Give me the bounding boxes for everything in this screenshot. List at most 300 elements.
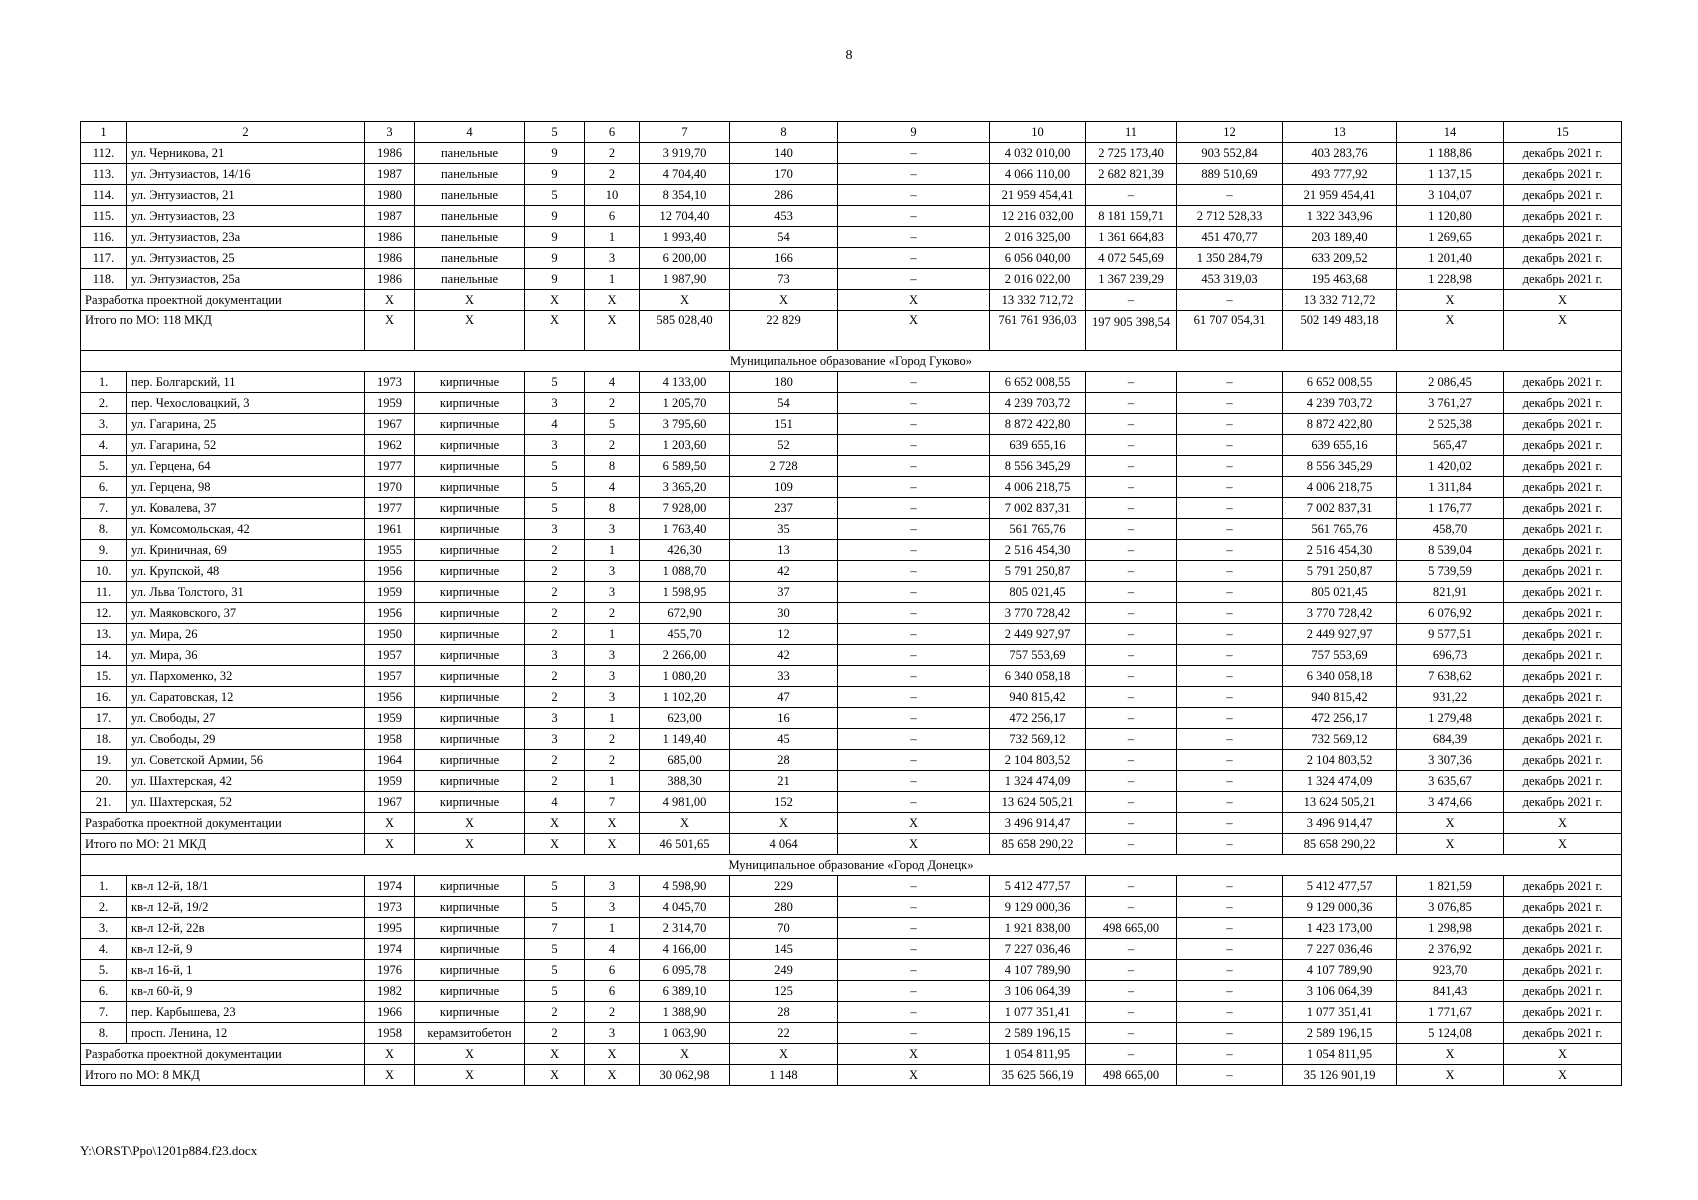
- table-cell: 1982: [365, 981, 415, 1002]
- table-cell: 923,70: [1397, 960, 1504, 981]
- table-cell: декабрь 2021 г.: [1504, 477, 1622, 498]
- table-cell: 17.: [81, 708, 127, 729]
- table-cell: 1967: [365, 414, 415, 435]
- table-cell: X: [1504, 813, 1622, 834]
- table-cell: X: [838, 290, 990, 311]
- table-cell: декабрь 2021 г.: [1504, 729, 1622, 750]
- table-cell: 7 638,62: [1397, 666, 1504, 687]
- table-cell: –: [838, 269, 990, 290]
- table-cell: 1956: [365, 603, 415, 624]
- table-cell: кирпичные: [415, 519, 525, 540]
- table-cell: 5 124,08: [1397, 1023, 1504, 1044]
- table-cell: 7.: [81, 1002, 127, 1023]
- table-cell: 3 496 914,47: [1283, 813, 1397, 834]
- table-cell: 70: [730, 918, 838, 939]
- table-cell: 7 227 036,46: [990, 939, 1086, 960]
- table-cell: 2 589 196,15: [1283, 1023, 1397, 1044]
- table-cell: 2: [585, 143, 640, 164]
- table-cell: –: [1086, 792, 1177, 813]
- table-cell: 403 283,76: [1283, 143, 1397, 164]
- table-cell: панельные: [415, 269, 525, 290]
- table-cell: –: [1177, 939, 1283, 960]
- table-cell: 1964: [365, 750, 415, 771]
- table-cell: 1: [585, 771, 640, 792]
- table-cell: 9: [525, 206, 585, 227]
- table-cell: 2 728: [730, 456, 838, 477]
- table-cell: 498 665,00: [1086, 1065, 1177, 1086]
- table-cell: 453 319,03: [1177, 269, 1283, 290]
- table-cell: 2 516 454,30: [1283, 540, 1397, 561]
- table-cell: 1 188,86: [1397, 143, 1504, 164]
- table-cell: X: [730, 290, 838, 311]
- table-row: [81, 582, 1622, 603]
- column-number-cell: 12: [1177, 122, 1283, 143]
- table-cell: ул. Шахтерская, 42: [127, 771, 365, 792]
- table-row: [81, 519, 1622, 540]
- table-row: [81, 540, 1622, 561]
- table-cell: панельные: [415, 143, 525, 164]
- table-cell: –: [1177, 540, 1283, 561]
- table-cell: 472 256,17: [990, 708, 1086, 729]
- table-cell: 2: [525, 687, 585, 708]
- municipality-section-row: [81, 351, 1622, 372]
- table-cell: 1 771,67: [1397, 1002, 1504, 1023]
- table-cell: 1974: [365, 939, 415, 960]
- table-cell: 2: [525, 750, 585, 771]
- table-cell: 2: [525, 1002, 585, 1023]
- table-cell: 15.: [81, 666, 127, 687]
- repair-program-table: [80, 121, 1622, 1086]
- table-cell: 1 203,60: [640, 435, 730, 456]
- table-cell: 116.: [81, 227, 127, 248]
- table-cell: кирпичные: [415, 456, 525, 477]
- table-cell: 3: [585, 1023, 640, 1044]
- table-cell: 5.: [81, 456, 127, 477]
- table-cell: 2: [525, 771, 585, 792]
- column-number-cell: 10: [990, 122, 1086, 143]
- table-cell: 4.: [81, 939, 127, 960]
- table-cell: –: [838, 750, 990, 771]
- table-cell: 5: [525, 185, 585, 206]
- table-cell: 8 556 345,29: [990, 456, 1086, 477]
- table-cell: X: [365, 290, 415, 311]
- table-cell: 1 322 343,96: [1283, 206, 1397, 227]
- table-cell: –: [1177, 918, 1283, 939]
- table-cell: X: [1397, 813, 1504, 834]
- table-cell: просп. Ленина, 12: [127, 1023, 365, 1044]
- table-cell: 1959: [365, 771, 415, 792]
- table-cell: 9: [525, 227, 585, 248]
- table-cell: –: [1177, 1002, 1283, 1023]
- table-cell: –: [1177, 290, 1283, 311]
- table-cell: –: [838, 414, 990, 435]
- table-cell: 3: [585, 519, 640, 540]
- table-cell: 903 552,84: [1177, 143, 1283, 164]
- municipality-section-row: [81, 855, 1622, 876]
- table-cell: 4 704,40: [640, 164, 730, 185]
- summary-row: [81, 290, 1622, 311]
- table-cell: ул. Криничная, 69: [127, 540, 365, 561]
- table-cell: ул. Энтузиастов, 25: [127, 248, 365, 269]
- table-cell: –: [1086, 981, 1177, 1002]
- table-cell: декабрь 2021 г.: [1504, 645, 1622, 666]
- table-cell: X: [415, 1065, 525, 1086]
- table-cell: –: [1086, 456, 1177, 477]
- table-cell: –: [838, 1023, 990, 1044]
- table-cell: 21 959 454,41: [1283, 185, 1397, 206]
- table-cell: ул. Энтузиастов, 21: [127, 185, 365, 206]
- table-cell: X: [415, 1044, 525, 1065]
- table-cell: 5.: [81, 960, 127, 981]
- table-cell: 6 389,10: [640, 981, 730, 1002]
- table-cell: 1950: [365, 624, 415, 645]
- table-cell: кв-л 12-й, 9: [127, 939, 365, 960]
- table-cell: 3 474,66: [1397, 792, 1504, 813]
- table-cell: 52: [730, 435, 838, 456]
- table-cell: 3 635,67: [1397, 771, 1504, 792]
- table-cell: ул. Свободы, 27: [127, 708, 365, 729]
- table-cell: 1 598,95: [640, 582, 730, 603]
- table-cell: ул. Энтузиастов, 23а: [127, 227, 365, 248]
- table-cell: 9 129 000,36: [990, 897, 1086, 918]
- table-cell: панельные: [415, 248, 525, 269]
- table-cell: кв-л 12-й, 19/2: [127, 897, 365, 918]
- table-cell: кирпичные: [415, 771, 525, 792]
- table-cell: –: [838, 206, 990, 227]
- table-cell: 197 905 398,54: [1086, 311, 1177, 351]
- table-cell: панельные: [415, 227, 525, 248]
- table-cell: декабрь 2021 г.: [1504, 981, 1622, 1002]
- table-cell: ул. Саратовская, 12: [127, 687, 365, 708]
- table-cell: 114.: [81, 185, 127, 206]
- table-cell: декабрь 2021 г.: [1504, 582, 1622, 603]
- table-cell: –: [1177, 1044, 1283, 1065]
- table-cell: 5: [525, 960, 585, 981]
- table-cell: –: [1177, 498, 1283, 519]
- table-cell: ул. Герцена, 98: [127, 477, 365, 498]
- table-cell: –: [838, 456, 990, 477]
- table-cell: 6: [585, 981, 640, 1002]
- table-cell: 140: [730, 143, 838, 164]
- table-cell: 3: [525, 435, 585, 456]
- table-cell: 561 765,76: [990, 519, 1086, 540]
- table-cell: 502 149 483,18: [1283, 311, 1397, 351]
- table-cell: X: [838, 813, 990, 834]
- table-cell: 8: [585, 456, 640, 477]
- table-cell: 1 279,48: [1397, 708, 1504, 729]
- table-cell: X: [1504, 1044, 1622, 1065]
- table-cell: 4 072 545,69: [1086, 248, 1177, 269]
- table-cell: 9 129 000,36: [1283, 897, 1397, 918]
- table-cell: кирпичные: [415, 582, 525, 603]
- table-cell: 12 704,40: [640, 206, 730, 227]
- table-cell: 3 076,85: [1397, 897, 1504, 918]
- table-cell: декабрь 2021 г.: [1504, 939, 1622, 960]
- table-cell: –: [1177, 771, 1283, 792]
- table-cell: керамзитобетон: [415, 1023, 525, 1044]
- table-cell: –: [838, 708, 990, 729]
- table-cell: –: [838, 227, 990, 248]
- table-cell: 4 064: [730, 834, 838, 855]
- table-cell: 2 376,92: [1397, 939, 1504, 960]
- table-cell: 13 332 712,72: [1283, 290, 1397, 311]
- table-cell: 280: [730, 897, 838, 918]
- table-cell: 3.: [81, 414, 127, 435]
- table-cell: 11.: [81, 582, 127, 603]
- table-cell: –: [1177, 582, 1283, 603]
- table-row: [81, 164, 1622, 185]
- table-cell: 1 102,20: [640, 687, 730, 708]
- table-cell: 3: [585, 561, 640, 582]
- table-cell: 1 054 811,95: [990, 1044, 1086, 1065]
- table-cell: 696,73: [1397, 645, 1504, 666]
- table-cell: –: [1177, 1065, 1283, 1086]
- table-cell: 28: [730, 1002, 838, 1023]
- table-cell: 1970: [365, 477, 415, 498]
- table-cell: 8.: [81, 1023, 127, 1044]
- table-cell: X: [525, 834, 585, 855]
- table-cell: кв-л 12-й, 18/1: [127, 876, 365, 897]
- table-cell: 1 821,59: [1397, 876, 1504, 897]
- table-cell: 451 470,77: [1177, 227, 1283, 248]
- table-cell: X: [1397, 1065, 1504, 1086]
- table-cell: 1957: [365, 666, 415, 687]
- table-cell: X: [838, 1044, 990, 1065]
- table-cell: X: [525, 290, 585, 311]
- table-cell: 4 006 218,75: [990, 477, 1086, 498]
- table-cell: ул. Комсомольская, 42: [127, 519, 365, 540]
- table-cell: 1 063,90: [640, 1023, 730, 1044]
- table-cell: –: [838, 248, 990, 269]
- table-cell: 757 553,69: [1283, 645, 1397, 666]
- table-cell: ул. Гагарина, 25: [127, 414, 365, 435]
- table-cell: 7: [585, 792, 640, 813]
- table-cell: 42: [730, 561, 838, 582]
- table-cell: X: [838, 834, 990, 855]
- table-cell: ул. Маяковского, 37: [127, 603, 365, 624]
- table-cell: кирпичные: [415, 624, 525, 645]
- table-cell: 1: [585, 269, 640, 290]
- table-cell: 3 104,07: [1397, 185, 1504, 206]
- column-number-cell: 2: [127, 122, 365, 143]
- column-number-cell: 14: [1397, 122, 1504, 143]
- table-row: [81, 729, 1622, 750]
- table-cell: –: [1177, 981, 1283, 1002]
- table-cell: 1 987,90: [640, 269, 730, 290]
- table-cell: –: [1177, 792, 1283, 813]
- table-cell: 54: [730, 393, 838, 414]
- table-cell: 4: [585, 372, 640, 393]
- table-cell: –: [1177, 603, 1283, 624]
- table-cell: ул. Энтузиастов, 23: [127, 206, 365, 227]
- table-cell: X: [525, 311, 585, 351]
- table-row: [81, 185, 1622, 206]
- table-cell: 1 149,40: [640, 729, 730, 750]
- table-cell: 85 658 290,22: [1283, 834, 1397, 855]
- table-cell: 112.: [81, 143, 127, 164]
- table-cell: 2: [525, 540, 585, 561]
- table-cell: 1 420,02: [1397, 456, 1504, 477]
- table-cell: кирпичные: [415, 372, 525, 393]
- table-cell: 13 624 505,21: [1283, 792, 1397, 813]
- table-cell: X: [1504, 834, 1622, 855]
- table-cell: 684,39: [1397, 729, 1504, 750]
- table-cell: 22: [730, 1023, 838, 1044]
- table-cell: 2 449 927,97: [1283, 624, 1397, 645]
- column-number-cell: 7: [640, 122, 730, 143]
- summary-row: [81, 1065, 1622, 1086]
- table-row: [81, 269, 1622, 290]
- table-cell: 1 350 284,79: [1177, 248, 1283, 269]
- table-cell: –: [1177, 813, 1283, 834]
- table-cell: декабрь 2021 г.: [1504, 519, 1622, 540]
- table-cell: X: [525, 1065, 585, 1086]
- table-cell: декабрь 2021 г.: [1504, 143, 1622, 164]
- table-row: [81, 876, 1622, 897]
- table-cell: 1995: [365, 918, 415, 939]
- table-cell: панельные: [415, 206, 525, 227]
- table-cell: 455,70: [640, 624, 730, 645]
- table-cell: 2 449 927,97: [990, 624, 1086, 645]
- table-cell: –: [838, 960, 990, 981]
- table-cell: 10.: [81, 561, 127, 582]
- table-cell: 2: [585, 729, 640, 750]
- table-cell: 7 002 837,31: [1283, 498, 1397, 519]
- table-cell: кирпичные: [415, 603, 525, 624]
- table-cell: 1986: [365, 227, 415, 248]
- table-cell: 20.: [81, 771, 127, 792]
- table-cell: 1: [585, 227, 640, 248]
- table-cell: 1 388,90: [640, 1002, 730, 1023]
- table-cell: 28: [730, 750, 838, 771]
- table-cell: –: [1086, 729, 1177, 750]
- table-cell: 8 872 422,80: [990, 414, 1086, 435]
- table-cell: 13 624 505,21: [990, 792, 1086, 813]
- table-cell: 2: [585, 393, 640, 414]
- table-cell: 2 525,38: [1397, 414, 1504, 435]
- table-cell: 2 016 022,00: [990, 269, 1086, 290]
- table-row: [81, 414, 1622, 435]
- table-cell: X: [730, 1044, 838, 1065]
- table-row: [81, 645, 1622, 666]
- table-cell: 2.: [81, 897, 127, 918]
- table-cell: 472 256,17: [1283, 708, 1397, 729]
- table-cell: 2 314,70: [640, 918, 730, 939]
- table-cell: –: [1086, 477, 1177, 498]
- table-cell: 3: [525, 729, 585, 750]
- table-cell: –: [1086, 666, 1177, 687]
- table-cell: 4 133,00: [640, 372, 730, 393]
- column-number-cell: 4: [415, 122, 525, 143]
- table-cell: декабрь 2021 г.: [1504, 435, 1622, 456]
- table-cell: 2 104 803,52: [990, 750, 1086, 771]
- table-cell: 4 166,00: [640, 939, 730, 960]
- table-cell: –: [838, 876, 990, 897]
- table-cell: 37: [730, 582, 838, 603]
- table-cell: 4 006 218,75: [1283, 477, 1397, 498]
- column-number-cell: 3: [365, 122, 415, 143]
- table-cell: 1 228,98: [1397, 269, 1504, 290]
- table-cell: 3: [525, 645, 585, 666]
- table-cell: 45: [730, 729, 838, 750]
- table-cell: ул. Свободы, 29: [127, 729, 365, 750]
- table-cell: 13.: [81, 624, 127, 645]
- table-row: [81, 372, 1622, 393]
- table-cell: 4 239 703,72: [1283, 393, 1397, 414]
- table-cell: 1 120,80: [1397, 206, 1504, 227]
- table-row: [81, 918, 1622, 939]
- table-cell: 2 682 821,39: [1086, 164, 1177, 185]
- table-cell: 4 239 703,72: [990, 393, 1086, 414]
- table-cell: кирпичные: [415, 792, 525, 813]
- table-cell: 8 354,10: [640, 185, 730, 206]
- table-cell: 203 189,40: [1283, 227, 1397, 248]
- table-cell: –: [838, 498, 990, 519]
- table-cell: 4 032 010,00: [990, 143, 1086, 164]
- table-cell: 561 765,76: [1283, 519, 1397, 540]
- table-cell: 633 209,52: [1283, 248, 1397, 269]
- table-cell: 2 712 528,33: [1177, 206, 1283, 227]
- table-cell: декабрь 2021 г.: [1504, 561, 1622, 582]
- table-cell: кирпичные: [415, 876, 525, 897]
- table-cell: 493 777,92: [1283, 164, 1397, 185]
- table-cell: 1 080,20: [640, 666, 730, 687]
- table-cell: 33: [730, 666, 838, 687]
- table-cell: 2 725 173,40: [1086, 143, 1177, 164]
- table-cell: кирпичные: [415, 666, 525, 687]
- table-cell: кв-л 16-й, 1: [127, 960, 365, 981]
- table-cell: –: [838, 729, 990, 750]
- table-cell: 1 763,40: [640, 519, 730, 540]
- table-cell: ул. Гагарина, 52: [127, 435, 365, 456]
- table-cell: 5 412 477,57: [990, 876, 1086, 897]
- table-cell: 3: [585, 687, 640, 708]
- table-cell: кирпичные: [415, 645, 525, 666]
- table-cell: 180: [730, 372, 838, 393]
- table-row: [81, 498, 1622, 519]
- table-cell: X: [365, 1065, 415, 1086]
- table-cell: декабрь 2021 г.: [1504, 185, 1622, 206]
- table-cell: –: [838, 435, 990, 456]
- table-cell: кирпичные: [415, 1002, 525, 1023]
- table-cell: X: [365, 1044, 415, 1065]
- table-cell: –: [1177, 729, 1283, 750]
- table-cell: 732 569,12: [1283, 729, 1397, 750]
- table-cell: кирпичные: [415, 414, 525, 435]
- table-cell: декабрь 2021 г.: [1504, 792, 1622, 813]
- table-cell: кирпичные: [415, 750, 525, 771]
- table-cell: X: [585, 1044, 640, 1065]
- table-cell: 286: [730, 185, 838, 206]
- table-cell: 1958: [365, 729, 415, 750]
- table-cell: кирпичные: [415, 897, 525, 918]
- table-cell: X: [1504, 1065, 1622, 1086]
- table-cell: 12 216 032,00: [990, 206, 1086, 227]
- table-cell: 3 496 914,47: [990, 813, 1086, 834]
- table-cell: X: [838, 311, 990, 351]
- table-cell: 12.: [81, 603, 127, 624]
- table-row: [81, 393, 1622, 414]
- table-cell: –: [1086, 897, 1177, 918]
- table-cell: X: [1397, 311, 1504, 351]
- summary-label: Разработка проектной документации: [81, 290, 365, 311]
- table-cell: 4 981,00: [640, 792, 730, 813]
- column-number-cell: 1: [81, 122, 127, 143]
- table-cell: кирпичные: [415, 708, 525, 729]
- table-cell: 6 340 058,18: [1283, 666, 1397, 687]
- table-row: [81, 666, 1622, 687]
- table-cell: –: [1177, 897, 1283, 918]
